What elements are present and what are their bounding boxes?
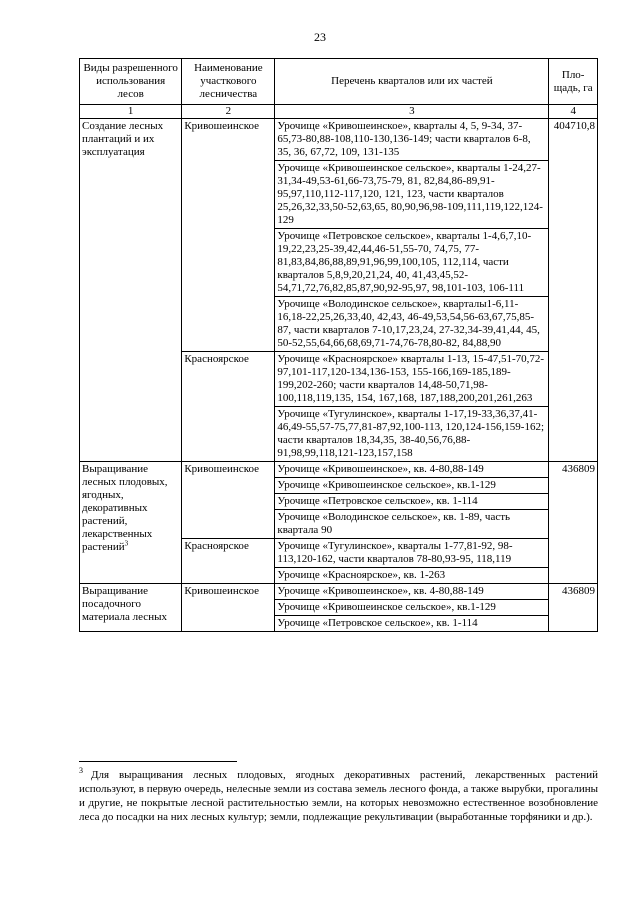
- tract-cell: Урочище «Кривошеинское сельское», кв.1-129: [275, 478, 549, 494]
- tract-cell: Урочище «Красноярское», кв. 1-263: [275, 568, 549, 584]
- tract-cell: Урочище «Петровское сельское», кварталы 1-4,6,7,10-19,22,23,25-39,42,44,46-51,55-70, 74,75, 77-81,83,84,86,88,89,91,96,99,100,105, 112,114, части кварталов 5,8,9,20,21,24, 40, 41,43,45,52-54,71,72,76,82,85,87,90,92-95,97, 98,101-103, 106-111: [275, 229, 549, 297]
- footnote-text: Для выращивания лесных плодовых, ягодных декоративных растений, лекарственных растений используют, в первую очередь, нелесные земли из состава земель лесного фонда, а также вырубки, прогалины и другие, не покрытые лесной растительностью земли, на которых невозможно естественное возобновление леса до посадки на них лесных культур; земли, подлежащие рекультивации (выработанные торфяники и др.).: [79, 769, 598, 823]
- area-cell: 436809: [549, 462, 598, 584]
- tract-cell: Урочище «Кривошеинское», кв. 4-80,88-149: [275, 584, 549, 600]
- table-row: [80, 462, 598, 478]
- tract-cell: Урочище «Кривошеинское», кв. 4-80,88-149: [275, 462, 549, 478]
- column-number-row: [80, 105, 598, 119]
- use-type-text: Создание лесных плантаций и их эксплуатация: [82, 120, 164, 158]
- header-area: Пло-щадь, га: [549, 59, 598, 105]
- use-type-cell: [80, 119, 182, 462]
- footnote: [79, 768, 598, 824]
- forestry-name-cell: Кривошеинское: [182, 584, 275, 632]
- tract-cell: Урочище «Тугулинское», кварталы 1-77,81-92, 98-113,120-162, части кварталов 78-80,93-95, 118,119: [275, 539, 549, 568]
- column-number: 1: [80, 105, 182, 119]
- header-row: [80, 59, 598, 105]
- forest-use-table: [79, 58, 598, 632]
- header-tracts: Перечень кварталов или их частей: [275, 59, 549, 105]
- header-forestry: Наименование участкового лесничества: [182, 59, 275, 105]
- page-number: 23: [314, 30, 326, 44]
- forestry-name-cell: Красноярское: [182, 352, 275, 462]
- tract-cell: Урочище «Петровское сельское», кв. 1-114: [275, 494, 549, 510]
- tract-cell: Урочище «Кривошеинское сельское», кв.1-129: [275, 600, 549, 616]
- forestry-name-cell: Кривошеинское: [182, 119, 275, 352]
- tract-cell: Урочище «Володинское сельское», кварталы1-6,11-16,18-22,25,26,33,40, 42,43, 46-49,53,54,56-63,67,75,85-87, части кварталов 7-10,17,23,24, 27-32,34-39,41,44, 45, 50-52,55,64,66,68,69,71-74,76-78,80-82, 84,88,90: [275, 297, 549, 352]
- table-row: [80, 119, 598, 161]
- column-number: 4: [549, 105, 598, 119]
- header-use-type: Виды разрешенного использования лесов: [80, 59, 182, 105]
- table-body: [80, 119, 598, 632]
- table-row: [80, 584, 598, 600]
- column-number: 3: [275, 105, 549, 119]
- column-number: 2: [182, 105, 275, 119]
- footnote-reference: 3: [124, 539, 129, 548]
- area-cell: 404710,8: [549, 119, 598, 462]
- use-type-text: Выращивание посадочного материала лесных: [82, 585, 167, 623]
- tract-cell: Урочище «Володинское сельское», кв. 1-89, часть квартала 90: [275, 510, 549, 539]
- tract-cell: Урочище «Кривошеинское», кварталы 4, 5, 9-34, 37-65,73-80,88-108,110-130,136-149; части кварталов 6-8, 35, 36, 67,72, 109, 131-135: [275, 119, 549, 161]
- use-type-cell: [80, 462, 182, 584]
- footnote-mark: 3: [79, 766, 83, 776]
- forestry-name-cell: Красноярское: [182, 539, 275, 584]
- tract-cell: Урочище «Кривошеинское сельское», кварталы 1-24,27-31,34-49,53-61,66-73,75-79, 81, 82,84,86-89,91-95,97,110,112-117,120, 121, 123, части кварталов 25,26,32,33,50-52,63,65, 80,90,96,98-109,111,119,122,124-129: [275, 161, 549, 229]
- footnote-divider: [79, 761, 237, 762]
- tract-cell: Урочище «Тугулинское», кварталы 1-17,19-33,36,37,41-46,49-55,57-75,77,81-87,92,100-113, 120,124-156,159-162; части кварталов 18,34,35, 38-40,56,76,88-91,98,99,118,121-123,157,158: [275, 407, 549, 462]
- tract-cell: Урочище «Петровское сельское», кв. 1-114: [275, 616, 549, 632]
- tract-cell: Урочище «Красноярское» кварталы 1-13, 15-47,51-70,72-97,101-117,120-134,136-153, 155-166,169-185,189-199,202-260; части кварталов 14,48-50,71,98-100,118,119,135, 154, 167,168, 187,188,200,201,261,263: [275, 352, 549, 407]
- area-cell: 436809: [549, 584, 598, 632]
- use-type-cell: [80, 584, 182, 632]
- forestry-name-cell: Кривошеинское: [182, 462, 275, 539]
- use-type-text: Выращивание лесных плодовых, ягодных, декоративных растений, лекарственных растений: [82, 463, 168, 553]
